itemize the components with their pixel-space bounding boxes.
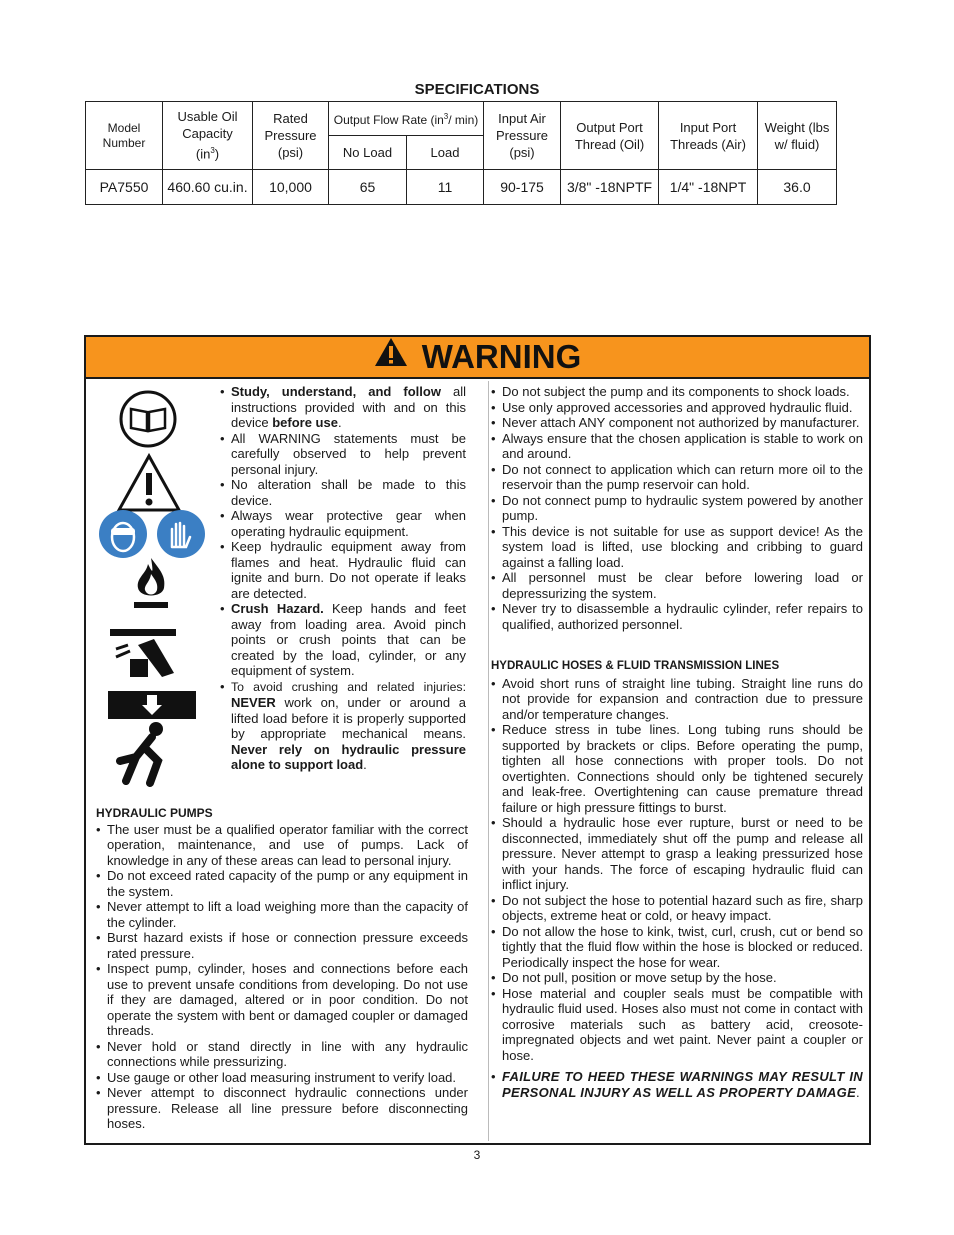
list-item: • Do not subject the hose to potential hazard such as fire, sharp objects, extreme heat or cold, or heavy impact. xyxy=(491,893,863,924)
list-item: • All WARNING statements must be carefully observed to help prevent personal injury. xyxy=(220,431,466,478)
list-item: • All personnel must be clear before lowering load or depressurizing the system. xyxy=(491,570,863,601)
page-number: 3 xyxy=(473,1148,481,1162)
list-item: • This device is not suitable for use as support device! As the system load is lifted, use blocking and cribbing to guard against a falling load. xyxy=(491,524,863,571)
section-title: HYDRAULIC PUMPS xyxy=(96,806,213,820)
list-item: • Do not connect pump to hydraulic system powered by another pump. xyxy=(491,493,863,524)
list-item: • Crush Hazard. Keep hands and feet away from loading area. Avoid pinch points or crush points that can be created by the load, cylinder, or any equipment of system. xyxy=(220,601,466,679)
list-item: • Reduce stress in tube lines. Long tubing runs should be supported by brackets or clips. Before operating the pump, tighten all hose connections with proper tools. Do not overtighten. Connections should only be tightened securely and leak-free. Overtightening can cause premature thread failure or high pressure fittings to burst. xyxy=(491,722,863,815)
header-weight: Weight (lbs w/ fluid) xyxy=(758,102,837,170)
list-item: • To avoid crushing and related injuries: NEVER work on, under or around a lifted load before it is properly supported by appropriate mechanical means. Never rely on hydraulic pressure alone to support load. xyxy=(220,679,466,773)
list-item: • Hose material and coupler seals must be compatible with hydraulic fluid used. Hoses also must not come in contact with corrosive materials such as battery acid, creosote-impregnated objects and wet paint. Never paint a coupler or hose. xyxy=(491,986,863,1064)
header-input-port-threads: Input Port Threads (Air) xyxy=(659,102,758,170)
warning-box xyxy=(84,335,871,1145)
list-item: • Study, understand, and follow all instructions provided with and on this device before use. xyxy=(220,384,466,431)
final-warning: • FAILURE TO HEED THESE WARNINGS MAY RESULT IN PERSONAL INJURY AS WELL AS PROPERTY DAMAGE. xyxy=(491,1069,863,1100)
list-item: • Do not pull, position or move setup by the hose. xyxy=(491,970,863,986)
list-item: • Use only approved accessories and approved hydraulic fluid. xyxy=(491,400,863,416)
list-item: • Should a hydraulic hose ever rupture, burst or need to be disconnected, immediately shut off the pump and release all pressure. Never attempt to grasp a leaking pressurized hose with your hands. The force of escaping hydraulic fluid can inflict injury. xyxy=(491,815,863,893)
list-item: • Avoid short runs of straight line tubing. Straight line runs do not provide for expansion and contraction due to pressure and/or temperature changes. xyxy=(491,676,863,723)
hazard-triangle-icon xyxy=(116,453,182,513)
header-rated-pressure: Rated Pressure (psi) xyxy=(253,102,329,170)
header-load: Load xyxy=(407,136,484,170)
cell-input-port: 1/4" -18NPT xyxy=(659,170,758,205)
cell-model: PA7550 xyxy=(86,170,163,205)
read-manual-icon xyxy=(118,389,178,449)
specifications-table xyxy=(85,101,837,205)
right-warnings-top xyxy=(491,384,863,632)
cell-pressure: 10,000 xyxy=(253,170,329,205)
warning-triangle-icon xyxy=(374,336,408,376)
list-item: • Never hold or stand directly in line with any hydraulic connections while pressurizing. xyxy=(96,1039,468,1070)
list-item: • Do not subject the pump and its components to shock loads. xyxy=(491,384,863,400)
hydraulic-pumps-section xyxy=(96,806,468,1132)
cell-capacity: 460.60 cu.in. xyxy=(163,170,253,205)
list-item: • The user must be a qualified operator familiar with the correct operation, maintenance, and use of pumps. Lack of knowledge in any of these areas can lead to personal injury. xyxy=(96,822,468,869)
list-item: • Never attach ANY component not authorized by manufacturer. xyxy=(491,415,863,431)
list-item: • Do not connect to application which can return more oil to the reservoir than the pump reservoir can hold. xyxy=(491,462,863,493)
cell-load: 11 xyxy=(407,170,484,205)
specifications-title: SPECIFICATIONS xyxy=(414,81,540,98)
flammable-icon xyxy=(126,554,176,612)
header-output-flow-rate: Output Flow Rate ($in^3/$ min) xyxy=(329,102,484,136)
list-item: • Keep hydraulic equipment away from flames and heat. Hydraulic fluid can ignite and burn. Do not operate if leaks are detected. xyxy=(220,539,466,601)
list-item: • Use gauge or other load measuring instrument to verify load. xyxy=(96,1070,468,1086)
list-item: • Do not exceed rated capacity of the pump or any equipment in the system. xyxy=(96,868,468,899)
header-oil-capacity: Usable Oil Capacity $(in^3)$ xyxy=(163,102,253,170)
falling-load-icon xyxy=(106,689,198,789)
header-output-port-thread: Output Port Thread (Oil) xyxy=(561,102,659,170)
list-item: • Always wear protective gear when operating hydraulic equipment. xyxy=(220,508,466,539)
list-item: • Burst hazard exists if hose or connection pressure exceeds rated pressure. xyxy=(96,930,468,961)
safety-icons xyxy=(98,389,218,789)
header-model-number: Model Number xyxy=(86,102,163,170)
list-item: • No alteration shall be made to this device. xyxy=(220,477,466,508)
gloves-icon xyxy=(156,509,206,559)
cell-input-air: 90-175 xyxy=(484,170,561,205)
list-item: • Never attempt to disconnect hydraulic connections under pressure. Release all line pressure before disconnecting hoses. xyxy=(96,1085,468,1132)
header-input-air-pressure: Input Air Pressure (psi) xyxy=(484,102,561,170)
list-item: • Never try to disassemble a hydraulic cylinder, refer repairs to qualified, authorized personnel. xyxy=(491,601,863,632)
warning-title: WARNING xyxy=(86,337,869,377)
cell-weight: 36.0 xyxy=(758,170,837,205)
cell-output-port: 3/8" -18NPTF xyxy=(561,170,659,205)
list-item: • Never attempt to lift a load weighing more than the capacity of the cylinder. xyxy=(96,899,468,930)
list-item: • Always ensure that the chosen application is stable to work on and around. xyxy=(491,431,863,462)
crush-hazard-icon xyxy=(108,619,178,679)
list-item: • Do not allow the hose to kink, twist, curl, crush, cut or bend so tightly that the fluid flow within the hose is blocked or reduced. Periodically inspect the hose for wear. xyxy=(491,924,863,971)
hydraulic-hoses-section xyxy=(491,659,863,1100)
cell-no-load: 65 xyxy=(329,170,407,205)
section-title: HYDRAULIC HOSES & FLUID TRANSMISSION LINES xyxy=(491,660,780,672)
left-warnings-top xyxy=(220,384,466,773)
list-item: • Inspect pump, cylinder, hoses and connections before each use to prevent unsafe conditions from developing. Do not use if they are damaged, altered or in poor condition. Do not operate the system with bent or damaged coupler or damaged threads. xyxy=(96,961,468,1039)
eye-protection-icon xyxy=(98,509,148,559)
column-divider xyxy=(488,381,489,1141)
header-no-load: No Load xyxy=(329,136,407,170)
